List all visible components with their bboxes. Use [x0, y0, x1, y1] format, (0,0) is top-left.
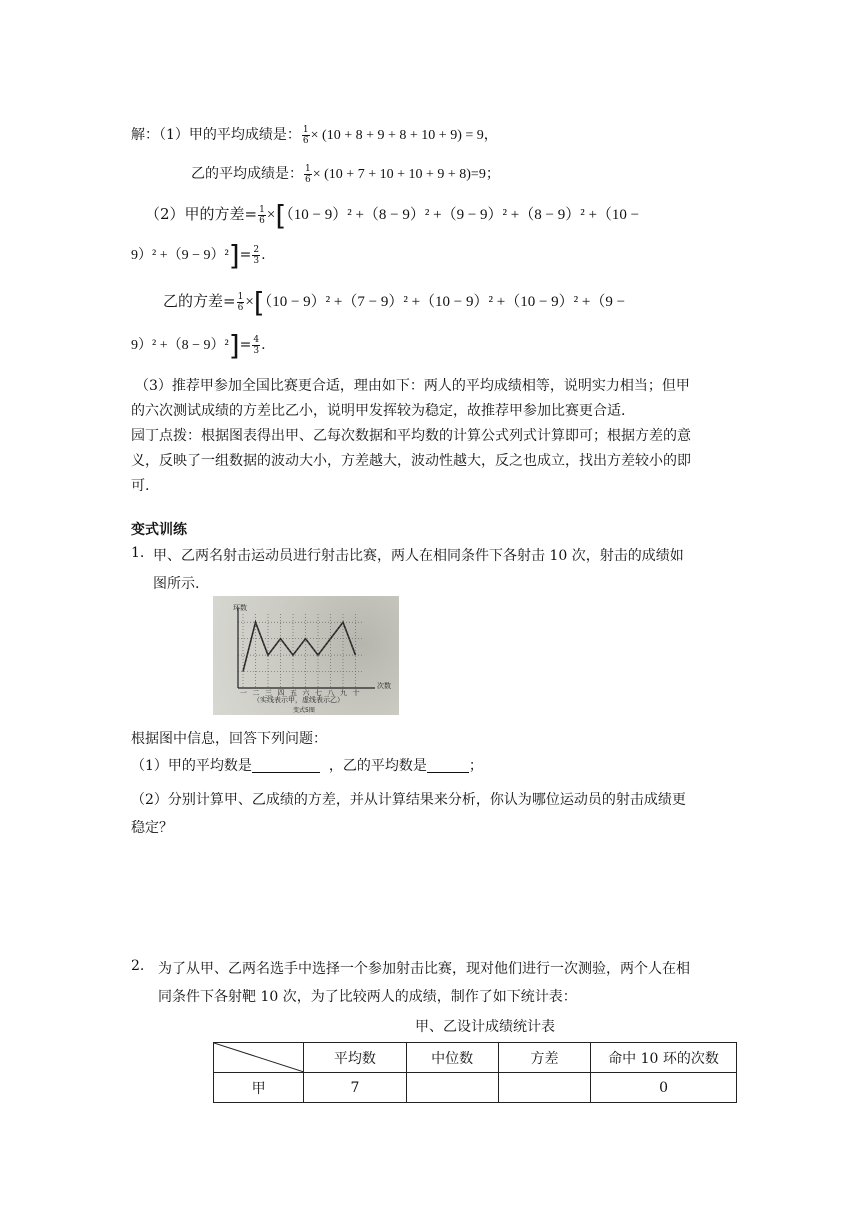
text: ； — [468, 758, 483, 774]
x-tick-label: 九 — [340, 689, 347, 697]
x-tick-label: 二 — [252, 689, 260, 697]
q1-sub-2-line-1: （2）分别计算甲、乙成绩的方差，并从计算结果来分析，你认为哪位运动员的射击成绩更 — [131, 792, 686, 808]
tip-line-3: 可. — [131, 478, 150, 494]
fraction — [258, 205, 266, 226]
q1-sub-2-line-2: 稳定？ — [131, 820, 173, 836]
corner-cell — [214, 1043, 304, 1073]
chart-caption: （实线表示甲，虚线表示乙） — [253, 696, 344, 704]
q1-figure — [213, 596, 399, 715]
variance-jia-line-2: 9）² +（9 − 9）²]= $\frac{2}{3}$ . — [131, 239, 266, 272]
q1-sub-1 — [131, 755, 483, 775]
numerator: 1 — [305, 163, 311, 174]
fraction — [252, 335, 260, 356]
x-tick-label: 一 — [240, 689, 247, 697]
variance-jia-line-1: （2）甲的方差= $\frac{1}{6}$ ×[（10 − 9）² +（8 − 9）² +（9 − 9）² +（8 − 9）² +（10 − — [145, 199, 640, 232]
table-header-row — [214, 1043, 737, 1073]
answer-blank-jia[interactable] — [252, 758, 320, 773]
row-label: 甲 — [214, 1073, 304, 1103]
denominator: 3 — [253, 255, 260, 266]
diagonal-line — [214, 1043, 304, 1072]
table-cell[interactable] — [406, 1073, 498, 1103]
x-tick-label: 七 — [315, 689, 322, 697]
q2-number: 2. — [131, 958, 145, 974]
solution-part-3-line-1: （3）推荐甲参加全国比赛更合适，理由如下：两人的平均成绩相等，说明实力相当；但甲 — [135, 378, 690, 394]
denominator: 3 — [253, 345, 260, 356]
x-tick-label: 三 — [265, 689, 272, 697]
q2-line-2: 同条件下各射靶 10 次，为了比较两人的成绩，制作了如下统计表： — [158, 989, 577, 1005]
table-cell: 0 — [591, 1073, 737, 1103]
numerator: 4 — [253, 334, 260, 345]
text: 乙的方差= — [163, 292, 236, 310]
text: （1）甲的平均数是 — [131, 758, 252, 774]
x-tick-label: 六 — [302, 689, 310, 697]
header-cell: 平均数 — [304, 1043, 406, 1073]
numerator: 1 — [302, 124, 309, 135]
chart-caption-2: 变式5图 — [293, 707, 315, 714]
chart-ylabel: 环数 — [233, 604, 247, 612]
header-cell: 中位数 — [406, 1043, 498, 1073]
expression: 9）² +（8 − 9）² — [131, 338, 229, 353]
denominator: 6 — [259, 215, 265, 226]
series-yi-line — [243, 622, 356, 671]
tip-line-2: 义，反映了一组数据的波动大小，方差越大，波动性越大，反之也成立，找出方差较小的即 — [131, 453, 691, 469]
denominator: 6 — [237, 302, 244, 313]
expression: （10 − 9）² +（8 − 9）² +（9 − 9）² +（8 − 9）² +（10 − — [286, 207, 640, 223]
header-cell: 方差 — [498, 1043, 590, 1073]
q1-line-chart — [213, 596, 399, 715]
q1-line-1: 甲、乙两名射击运动员进行射击比赛，两人在相同条件下各射击 10 次，射击的成绩如 — [153, 548, 684, 564]
solution-line-1 — [131, 124, 498, 146]
numerator: 1 — [259, 204, 265, 215]
q2-line-1: 为了从甲、乙两名选手中选择一个参加射击比赛，现对他们进行一次测验，两个人在相 — [158, 961, 690, 977]
q1-number: 1. — [131, 545, 145, 561]
text: （2）甲的方差= — [145, 205, 258, 223]
fraction — [237, 292, 245, 313]
x-tick-label: 八 — [327, 689, 335, 697]
table-row — [214, 1073, 737, 1103]
answer-blank-yi[interactable] — [427, 758, 469, 773]
x-tick-label: 十 — [352, 689, 360, 697]
text: 乙的平均成绩是： — [191, 166, 303, 182]
text: 解：（1）甲的平均成绩是： — [131, 127, 301, 143]
tip-line-1: 园丁点拨：根据图表得出甲、乙每次数据和平均数的计算公式列式计算即可；根据方差的意 — [131, 428, 691, 444]
fraction — [304, 164, 312, 185]
q1-intro: 根据图中信息，回答下列问题： — [131, 731, 327, 747]
x-tick-label: 四 — [277, 689, 285, 697]
solution-part-3-line-2: 的六次测试成绩的方差比乙小，说明甲发挥较为稳定，故推荐甲参加比赛更合适. — [131, 403, 626, 419]
x-tick-label: 五 — [290, 689, 297, 697]
fraction — [302, 125, 310, 146]
expression: （10 − 9）² +（7 − 9）² +（10 − 9）² +（10 − 9）² +（9 − — [264, 294, 626, 310]
chart-xlabel: 次数 — [377, 682, 391, 690]
expression: 9）² +（9 − 9）² — [131, 248, 229, 263]
table-cell: 7 — [304, 1073, 406, 1103]
variance-yi-line-1: 乙的方差= $\frac{1}{6}$ ×[（10 − 9）² +（7 − 9）² +（10 − 9）² +（10 − 9）² +（9 − — [163, 286, 626, 319]
table-title: 甲、乙设计成绩统计表 — [415, 1019, 555, 1035]
solution-line-2 — [191, 163, 500, 185]
table-cell[interactable] — [498, 1073, 590, 1103]
fraction — [252, 245, 260, 266]
variance-yi-line-2: 9）² +（8 − 9）²]= $\frac{4}{3}$ . — [131, 329, 266, 362]
numerator: 2 — [253, 244, 260, 255]
chart-axes — [238, 608, 375, 688]
denominator: 6 — [305, 174, 311, 185]
stats-table — [213, 1042, 737, 1103]
numerator: 1 — [237, 291, 244, 302]
q1-line-2: 图所示. — [153, 576, 200, 592]
section-title: 变式训练 — [131, 522, 187, 538]
expression: × (10 + 7 + 10 + 10 + 9 + 8)=9； — [312, 167, 500, 182]
header-cell: 命中 10 环的次数 — [591, 1043, 737, 1073]
denominator: 6 — [302, 135, 309, 146]
expression: × (10 + 8 + 9 + 8 + 10 + 9) = 9， — [310, 128, 498, 143]
text: ，乙的平均数是 — [328, 758, 427, 774]
